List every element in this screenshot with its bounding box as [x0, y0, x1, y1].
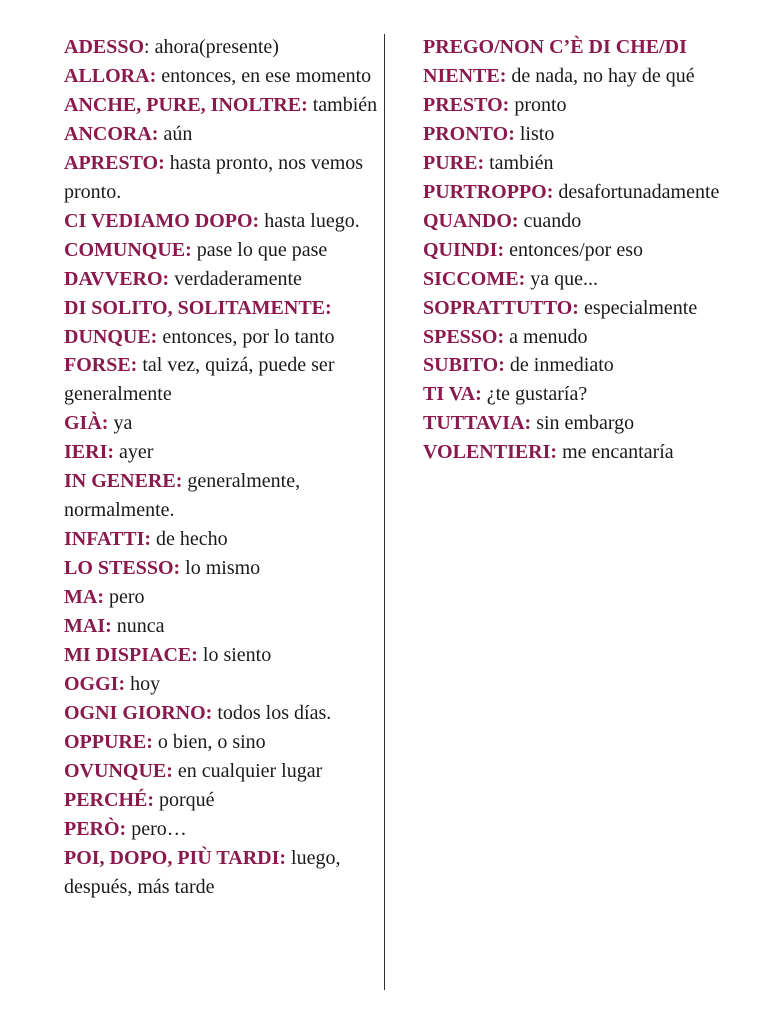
entry-definition: ayer	[119, 441, 154, 464]
vocab-entry	[64, 554, 382, 583]
entry-definition: lo mismo	[185, 557, 261, 580]
entry-separator: :	[144, 36, 155, 58]
entry-term: COMUNQUE:	[64, 238, 192, 261]
vocab-entry	[64, 786, 382, 815]
vocab-entry	[423, 438, 753, 467]
vocab-entry	[64, 323, 382, 352]
entry-term: PERCHÉ:	[64, 788, 154, 811]
entry-definition: cuando	[523, 209, 582, 232]
entry-definition: hasta pronto, nos vemos pronto.	[64, 151, 364, 203]
entry-definition: desafortunadamente	[558, 180, 720, 203]
entry-definition: tal vez, quizá, puede ser generalmente	[64, 354, 335, 406]
entry-term: VOLENTIERI:	[423, 441, 558, 464]
entry-term: PRESTO:	[423, 93, 510, 116]
vocab-entry	[64, 351, 382, 409]
entry-term: SPESSO:	[423, 325, 505, 348]
entry-definition: lo siento	[202, 644, 272, 667]
entry-term: OVUNQUE:	[64, 759, 173, 782]
entry-term: SICCOME:	[423, 267, 526, 290]
vocab-entry	[64, 294, 382, 323]
entry-term: SOPRATTUTTO:	[423, 296, 579, 319]
entry-definition: entonces, por lo tanto	[162, 325, 335, 348]
entry-definition: pronto	[514, 93, 567, 116]
entry-term: TUTTAVIA:	[423, 412, 532, 435]
entry-term: PRONTO:	[423, 122, 515, 145]
entry-term: ALLORA:	[64, 64, 157, 87]
entry-term: DI SOLITO, SOLITAMENTE:	[64, 296, 332, 319]
entry-definition: sin embargo	[536, 412, 635, 435]
vocab-entry	[64, 612, 382, 641]
entry-definition: listo	[519, 122, 555, 145]
entry-term: OPPURE:	[64, 730, 153, 753]
entry-term: MAI:	[64, 615, 112, 638]
entry-definition: entonces/por eso	[509, 238, 643, 261]
entry-term: POI, DOPO, PIÙ TARDI:	[64, 846, 287, 869]
vocab-entry	[423, 380, 753, 409]
vocab-entry	[64, 670, 382, 699]
vocab-entry	[64, 91, 382, 120]
vocab-entry	[423, 351, 753, 380]
entry-definition: ¿te gustaría?	[486, 383, 588, 406]
vocab-entry	[64, 844, 382, 902]
left-column	[64, 33, 382, 902]
vocab-entry	[423, 149, 753, 178]
entry-definition: de nada, no hay de qué	[511, 64, 695, 87]
entry-definition: hoy	[130, 672, 161, 695]
entry-term: GIÀ:	[64, 412, 109, 435]
entry-definition: ya que...	[530, 267, 598, 290]
entry-term: PERÒ:	[64, 817, 127, 840]
entry-definition: entonces, en ese momento	[161, 64, 372, 87]
entry-term: TI VA:	[423, 383, 482, 406]
vocab-entry	[423, 409, 753, 438]
vocab-entry	[64, 757, 382, 786]
vocab-entry	[64, 149, 382, 207]
entry-definition: porqué	[159, 788, 215, 811]
entry-term: OGNI GIORNO:	[64, 701, 213, 724]
vocab-entry	[64, 583, 382, 612]
entry-definition: aún	[163, 122, 193, 145]
entry-term: PURTROPPO:	[423, 180, 554, 203]
entry-term: SUBITO:	[423, 354, 505, 377]
entry-definition: generalmente, normalmente.	[64, 470, 301, 522]
vocab-entry	[423, 265, 753, 294]
entry-definition: o bien, o sino	[157, 730, 266, 753]
vocab-entry	[64, 409, 382, 438]
vocab-entry	[423, 120, 753, 149]
vocab-entry	[64, 120, 382, 149]
entry-term: DAVVERO:	[64, 267, 170, 290]
vocab-entry	[423, 91, 753, 120]
right-column	[423, 33, 753, 467]
vocab-entry	[423, 178, 753, 207]
entry-definition: pase lo que pase	[196, 238, 328, 261]
entry-term: FORSE:	[64, 354, 138, 377]
entry-definition: a menudo	[509, 325, 588, 348]
entry-term: ANCHE, PURE, INOLTRE:	[64, 93, 308, 116]
vocab-entry	[64, 815, 382, 844]
entry-definition: también	[489, 151, 554, 174]
entry-definition: nunca	[116, 615, 165, 638]
vocab-entry	[64, 236, 382, 265]
entry-term: INFATTI:	[64, 528, 152, 551]
entry-definition: de hecho	[156, 528, 228, 551]
entry-term: QUINDI:	[423, 238, 505, 261]
entry-definition: todos los días.	[217, 701, 332, 724]
vocab-entry	[423, 294, 753, 323]
entry-term: OGGI:	[64, 672, 126, 695]
entry-definition: pero	[108, 586, 145, 609]
entry-term: PREGO/NON C’È DI CHE/DI NIENTE:	[423, 36, 687, 87]
vocab-entry	[64, 438, 382, 467]
vocab-entry	[64, 641, 382, 670]
vocab-entry	[64, 699, 382, 728]
entry-term: QUANDO:	[423, 209, 519, 232]
entry-term: ADESSO	[64, 36, 145, 58]
entry-term: MI DISPIACE:	[64, 644, 198, 667]
vocab-entry	[64, 33, 382, 62]
entry-term: ANCORA:	[64, 122, 159, 145]
vocab-entry	[64, 207, 382, 236]
column-divider	[384, 34, 385, 990]
entry-definition: luego, después, más tarde	[64, 846, 341, 898]
vocab-entry	[423, 207, 753, 236]
entry-definition: me encantaría	[562, 441, 674, 464]
vocab-entry	[64, 467, 382, 525]
vocab-entry	[64, 265, 382, 294]
entry-term: IN GENERE:	[64, 470, 183, 493]
vocab-entry	[423, 236, 753, 265]
entry-term: IERI:	[64, 441, 115, 464]
entry-term: CI VEDIAMO DOPO:	[64, 209, 260, 232]
entry-term: APRESTO:	[64, 151, 165, 174]
entry-term: PURE:	[423, 151, 485, 174]
entry-definition: hasta luego.	[264, 209, 360, 232]
entry-definition: especialmente	[583, 296, 698, 319]
entry-definition: verdaderamente	[174, 267, 302, 290]
entry-definition: ahora(presente)	[154, 36, 279, 58]
vocab-entry	[423, 33, 753, 91]
entry-definition: también	[312, 93, 378, 116]
entry-definition: en cualquier lugar	[177, 759, 323, 782]
entry-term: LO STESSO:	[64, 557, 181, 580]
vocab-entry	[64, 728, 382, 757]
vocab-entry	[64, 525, 382, 554]
vocab-entry	[423, 323, 753, 352]
entry-definition: pero…	[131, 817, 187, 840]
vocab-entry	[64, 62, 382, 91]
entry-definition: de inmediato	[509, 354, 614, 377]
entry-term: MA:	[64, 586, 104, 609]
entry-term: DUNQUE:	[64, 325, 158, 348]
entry-definition: ya	[113, 412, 133, 435]
